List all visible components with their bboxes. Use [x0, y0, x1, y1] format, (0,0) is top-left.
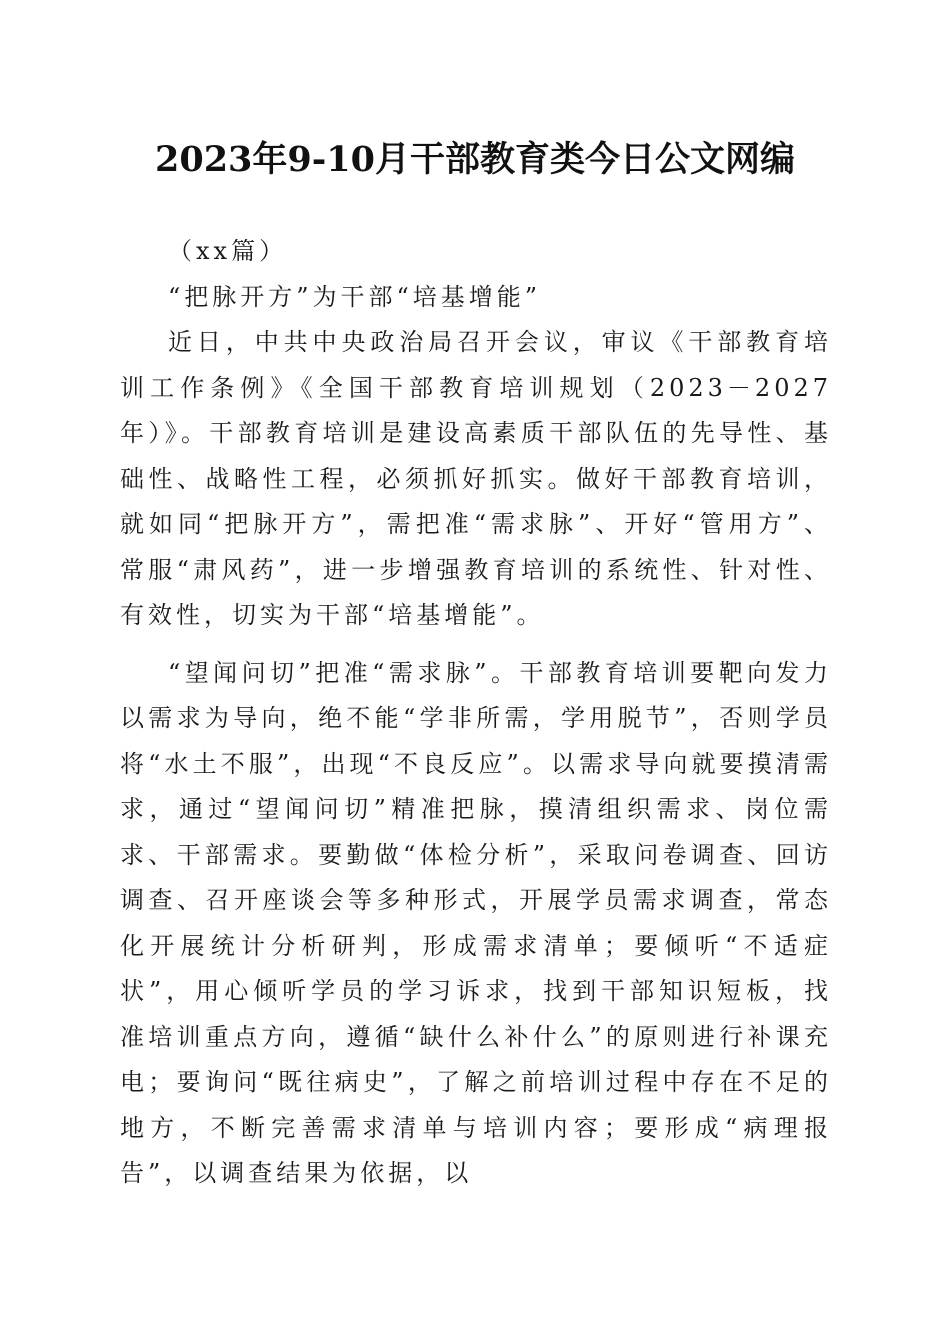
document-title: 2023年9-10月干部教育类今日公文网编: [155, 139, 795, 180]
paragraph-section-1: “望闻问切”把准“需求脉”。干部教育培训要靶向发力以需求为导向，绝不能“学非所需，学用脱节”，否则学员将“水土不服”，出现“不良反应”。以需求导向就要摸清需求，通过“望闻问切”精准把脉，摸清组织需求、岗位需求、干部需求。要勤做“体检分析”，采取问卷调查、回访调查、召开座谈会等多种形式，开展学员需求调查，常态化开展统计分析研判，形成需求清单；要倾听“不适症状”，用心倾听学员的学习诉求，找到干部知识短板，找准培训重点方向，遵循“缺什么补什么”的原则进行补课充电；要询问“既往病史”，了解之前培训过程中存在不足的地方，不断完善需求清单与培训内容；要形成“病理报告”，以调查结果为依据，以: [120, 658, 832, 1187]
paragraph-intro: 近日，中共中央政治局召开会议，审议《干部教育培训工作条例》《全国干部教育培训规划（2023－2027年）》。干部教育培训是建设高素质干部队伍的先导性、基础性、战略性工程，必须抓好抓实。做好干部教育培训，就如同“把脉开方”，需把准“需求脉”、开好“管用方”、常服“肃风药”，进一步增强教育培训的系统性、针对性、有效性，切实为干部“培基增能”。: [120, 328, 832, 629]
paragraph-count-note: （xx篇）: [168, 237, 288, 265]
document-body: [120, 229, 832, 1197]
paragraph-subtitle: “把脉开方”为干部“培基增能”: [168, 282, 542, 311]
